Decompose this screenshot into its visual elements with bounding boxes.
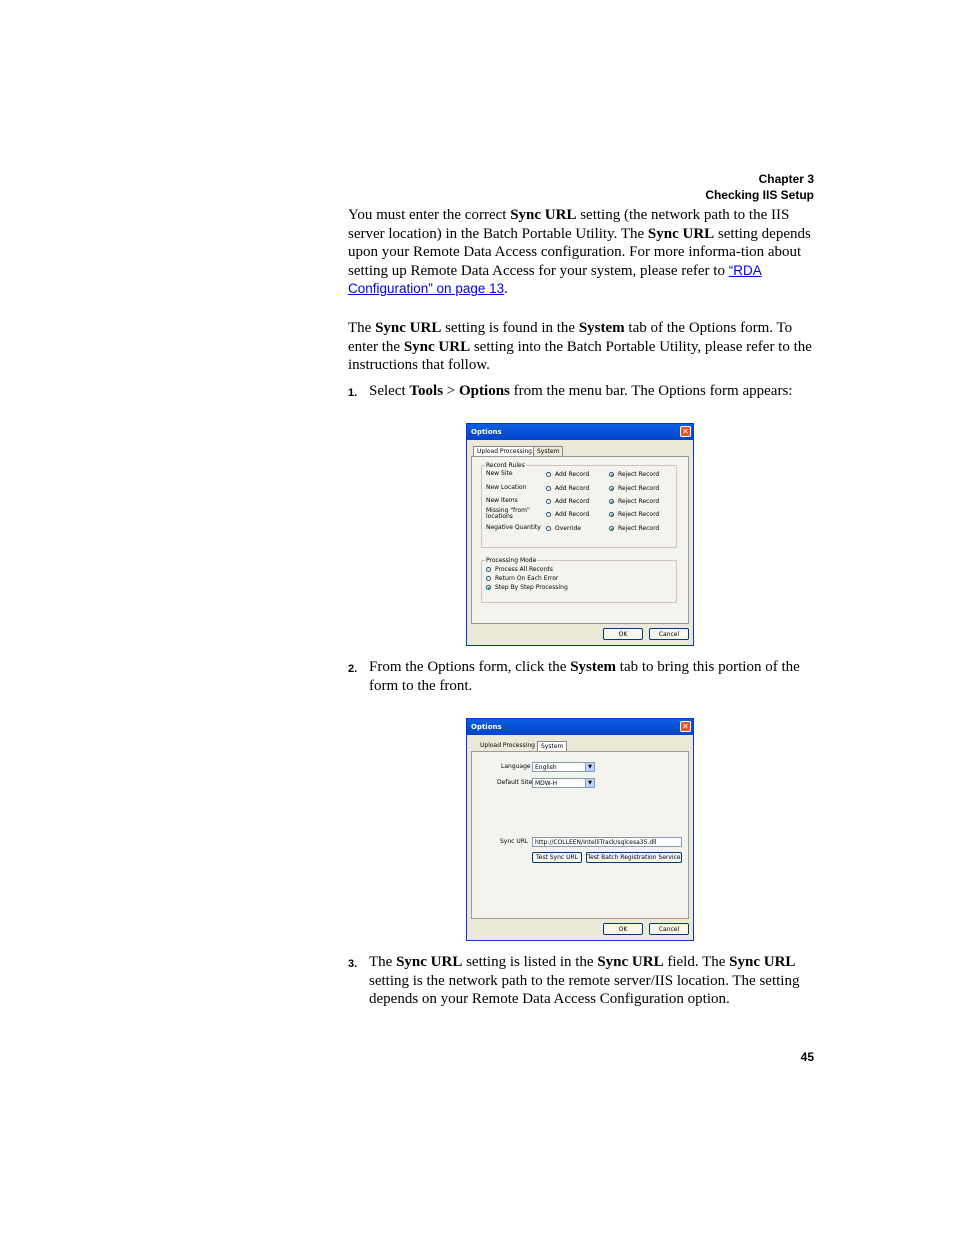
rule-add-label: Add Record bbox=[555, 471, 590, 478]
rule-reject-radio[interactable] bbox=[609, 499, 614, 504]
cancel-button[interactable]: Cancel bbox=[649, 923, 689, 935]
default-site-select[interactable]: MDW-H ▼ bbox=[532, 778, 595, 788]
rule-add-radio[interactable] bbox=[546, 472, 551, 477]
rule-override-radio[interactable] bbox=[546, 526, 551, 531]
chevron-down-icon: ▼ bbox=[585, 763, 594, 771]
default-site-label: Default Site bbox=[497, 779, 533, 786]
language-select[interactable]: English ▼ bbox=[532, 762, 595, 772]
intro-paragraph: You must enter the correct Sync URL setting (the network path to the IIS server location) in the Batch Portable Utility. The Sync URL setting depends upon your Remote Data Access configuration. For more informa-tion about setting up Remote Data Access for your system, please refer to “RDA Configuration” on page 13. bbox=[348, 207, 811, 298]
mode-label: Return On Each Error bbox=[495, 575, 559, 582]
test-sync-url-button[interactable]: Test Sync URL bbox=[532, 852, 582, 863]
processing-mode-title: Processing Mode bbox=[486, 557, 537, 564]
dialog-title: Options bbox=[471, 428, 502, 436]
close-icon[interactable]: ✕ bbox=[680, 721, 691, 732]
rule-label: New Location bbox=[486, 484, 527, 491]
rule-add-label: Add Record bbox=[555, 485, 590, 492]
mode-radio[interactable] bbox=[486, 576, 491, 581]
chapter-label: Chapter 3 bbox=[758, 172, 814, 186]
step-3: 3. The Sync URL setting is listed in the Sync URL field. The Sync URL setting is the network path to the remote server/IIS location. The setting depends on your Remote Data Access Configuration option. bbox=[348, 954, 800, 1008]
rule-label: New Items bbox=[486, 497, 518, 504]
rule-reject-label: Reject Record bbox=[618, 525, 660, 532]
mode-label: Process All Records bbox=[495, 566, 553, 573]
language-label: Language bbox=[501, 763, 531, 770]
step-2: 2. From the Options form, click the System tab to bring this portion of the form to the front. bbox=[348, 659, 800, 694]
step-1: 1. Select Tools > Options from the menu bar. The Options form appears: bbox=[348, 383, 793, 399]
processing-mode-group bbox=[481, 557, 677, 603]
dialog-title: Options bbox=[471, 723, 502, 731]
options-dialog-upload bbox=[466, 423, 694, 646]
tab-system[interactable]: System bbox=[537, 741, 567, 752]
rule-reject-label: Reject Record bbox=[618, 498, 660, 505]
rule-override-label: Override bbox=[555, 525, 581, 532]
sync-url-label: Sync URL bbox=[500, 838, 529, 845]
rule-add-radio[interactable] bbox=[546, 486, 551, 491]
tab-upload-processing[interactable]: Upload Processing bbox=[473, 446, 535, 457]
test-batch-registration-button[interactable]: Test Batch Registration Service bbox=[587, 854, 681, 861]
rule-reject-label: Reject Record bbox=[618, 471, 660, 478]
rule-label: Missing "from" locations bbox=[486, 507, 530, 520]
rda-config-link[interactable]: “RDA Configuration” on page 13 bbox=[348, 262, 762, 297]
mode-label: Step By Step Processing bbox=[495, 584, 568, 591]
rule-add-radio[interactable] bbox=[546, 499, 551, 504]
tab-system[interactable]: System bbox=[533, 446, 563, 457]
tab-upload-processing[interactable]: Upload Processing bbox=[477, 741, 537, 751]
sync-url-paragraph: The Sync URL setting is found in the System tab of the Options form. To enter the Sync URL setting into the Batch Portable Utility, please refer to the instructions that follow. bbox=[348, 320, 812, 374]
dialog-titlebar bbox=[467, 719, 693, 735]
tab-panel bbox=[471, 456, 689, 624]
rule-reject-radio[interactable] bbox=[609, 472, 614, 477]
rule-reject-label: Reject Record bbox=[618, 511, 660, 518]
rule-add-radio[interactable] bbox=[546, 512, 551, 517]
ok-button[interactable]: OK bbox=[603, 923, 643, 935]
mode-radio[interactable] bbox=[486, 585, 491, 590]
rule-add-label: Add Record bbox=[555, 498, 590, 505]
rule-reject-label: Reject Record bbox=[618, 485, 660, 492]
close-icon[interactable]: ✕ bbox=[680, 426, 691, 437]
options-dialog-system bbox=[466, 718, 694, 941]
section-title: Checking IIS Setup bbox=[705, 188, 814, 202]
rule-label: New Site bbox=[486, 470, 513, 477]
ok-button[interactable]: OK bbox=[603, 628, 643, 640]
rule-add-label: Add Record bbox=[555, 511, 590, 518]
record-rules-title: Record Rules bbox=[486, 462, 525, 469]
dialog-titlebar bbox=[467, 424, 693, 440]
chevron-down-icon: ▼ bbox=[585, 779, 594, 787]
rule-reject-radio[interactable] bbox=[609, 526, 614, 531]
mode-radio[interactable] bbox=[486, 567, 491, 572]
sync-url-input[interactable]: http://COLLEEN/IntelliTrack/sqlcesa35.dll bbox=[532, 837, 682, 847]
page-number: 45 bbox=[800, 1050, 814, 1064]
rule-reject-radio[interactable] bbox=[609, 512, 614, 517]
rule-label: Negative Quantity bbox=[486, 524, 541, 531]
tab-panel bbox=[471, 751, 689, 919]
cancel-button[interactable]: Cancel bbox=[649, 628, 689, 640]
rule-reject-radio[interactable] bbox=[609, 486, 614, 491]
record-rules-group bbox=[481, 462, 677, 548]
